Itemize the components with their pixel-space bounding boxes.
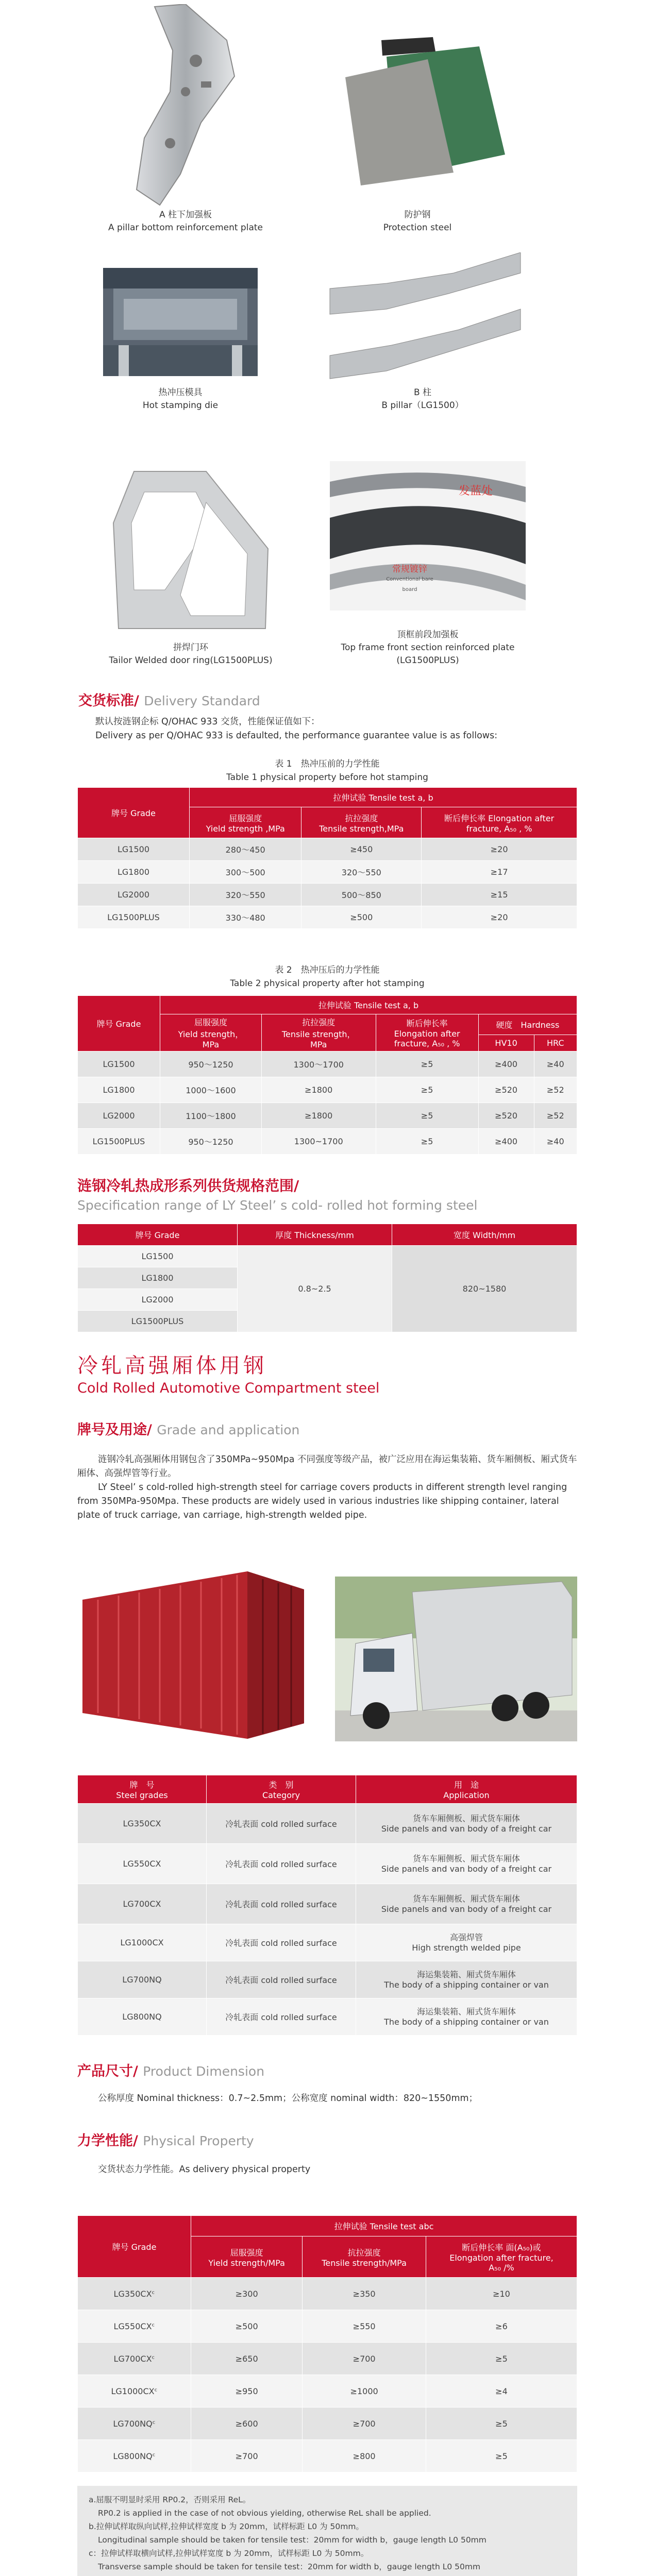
note-line: RP0.2 is applied in the case of not obvious yielding, otherwise ReL shall be applied.	[98, 2509, 431, 2518]
notes-box	[77, 2486, 577, 2576]
table3: 牌号 Grade 拉伸试验 Tensile test abc 屈服强度 Yield strength/MPa 抗拉强度 Tensile strength/MPa 断后伸长率 面(A₅₀)或 Elongation after fracture, A₅₀ /% LG350CXᶜ ≥300 ≥350 ≥10 LG550CXᶜ ≥500 ≥550 ≥6 LG700CXᶜ ≥650 ≥700 ≥5 LG1000CXᶜ ≥950 ≥1000 ≥4 LG700NQᶜ ≥600 ≥700 ≥5 LG800NQᶜ ≥700 ≥800 ≥5	[77, 2215, 577, 2472]
physical-text: 交货状态力学性能。As delivery physical property	[98, 2164, 311, 2175]
supply-table: 牌号 Grade 厚度 Thickness/mm 宽度 Width/mm LG1500 0.8~2.5 820~1580 LG1800 LG2000 LG1500PLUS	[77, 1224, 577, 1332]
grade-app-title: 牌号及用途/ Grade and application	[77, 1422, 300, 1438]
caption-hot-stamping-die: 热冲压模具 Hot stamping die	[142, 387, 219, 411]
b-pillar-image	[325, 252, 523, 381]
caption-a-pillar: A 柱下加强板 A pillar bottom reinforcement plate	[108, 210, 263, 233]
delivery-title: 交货标准/ Delivery Standard	[78, 693, 260, 709]
door-ring-image	[103, 461, 273, 631]
table1-title: 表 1 热冲压前的力学性能 Table 1 physical property before hot stamping	[226, 759, 428, 783]
svg-text:发蓝处: 发蓝处	[459, 485, 493, 498]
caption-door-ring: 拼焊门环 Tailor Welded door ring(LG1500PLUS)	[109, 642, 273, 666]
hot-stamping-die-image	[103, 268, 258, 376]
container-image	[77, 1569, 309, 1744]
note-line: c：拉伸试样取横向试样,拉伸试样宽度 b 为 20mm，试样标距 L0 为 50mm。	[89, 2549, 369, 2558]
table2: 牌号 Grade 拉伸试验 Tensile test a, b 屈服强度 Yield strength， MPa 抗拉强度 Tensile strength， MPa 断后伸长率 Elongation after fracture, A₅₀ , % 硬度 Hardness HV10 HRC LG1500 950～1250 1300～1700 ≥5 ≥400 ≥40 LG1800 1000～1600 ≥1800 ≥5 ≥520 ≥52 LG2000 1100～1800 ≥1800 ≥5 ≥520 ≥52 LG1500PLUS 950～1250 1300~1700 ≥5 ≥400 ≥40	[77, 995, 577, 1155]
table2-title: 表 2 热冲压后的力学性能 Table 2 physical property after hot stamping	[230, 965, 425, 989]
table1: 牌号 Grade 拉伸试验 Tensile test a, b 屈服强度 Yield strength ,MPa 抗拉强度 Tensile strength,MPa 断后伸长率 Elongation after fracture, A₅₀ , % LG1500 280～450 ≥450 ≥20 LG1800 300～500 320～550 ≥17 LG2000 320～550 500～850 ≥15 LG1500PLUS 330～480 ≥500 ≥20	[77, 787, 577, 929]
note-line: Longitudinal sample should be taken for tensile test：20mm for width b，gauge length L0 50mm	[98, 2535, 487, 2545]
dimension-title: 产品尺寸/ Product Dimension	[77, 2063, 265, 2079]
caption-b-pillar: B 柱 B pillar（LG1500）	[381, 387, 464, 411]
note-line: b.拉伸试样取纵向试样,拉伸试样宽度 b 为 20mm，试样标距 L0 为 50mm。	[89, 2522, 364, 2531]
supply-title: 涟钢冷轧热成形系列供货规格范围/ Specification range of LY Steel’ s cold- rolled hot forming steel	[77, 1177, 478, 1213]
physical-title: 力学性能/ Physical Property	[77, 2133, 254, 2149]
dimension-text: 公称厚度 Nominal thickness：0.7~2.5mm；公称宽度 nominal width：820~1550mm；	[98, 2093, 478, 2104]
caption-top-frame: 顶框前段加强板 Top frame front section reinforced plate (LG1500PLUS)	[341, 630, 515, 666]
note-line: Transverse sample should be taken for tensile test：20mm for width b，gauge length L0 50mm	[98, 2562, 481, 2571]
note-line: a.屈服不明显时采用 RP0.2，否则采用 ReL。	[89, 2495, 251, 2504]
delivery-text: 默认按涟钢企标 Q/OHAC 933 交货，性能保证值如下： Delivery as per Q/OHAC 933 is defaulted, the performance guarantee value is as follows:	[95, 717, 498, 741]
grade-table: 牌 号 Steel grades 类 别 Category 用 途 Application LG350CX 冷轧表面 cold rolled surface 货车车厢侧板、厢式货车厢体 Side panels and van body of a freight car LG550CX 冷轧表面 cold rolled surface 货车车厢侧板、厢式货车厢体 Side panels and van body of a freight car LG700CX 冷轧表面 cold rolled surface 货车车厢侧板、厢式货车厢体 Side panels and van body of a freight car LG1000CX 冷轧表面 cold rolled surface 高强焊管 High strength welded pipe LG700NQ 冷轧表面 cold rolled surface 海运集装箱、厢式货车厢体 The body of a shipping container or van LG800NQ 冷轧表面 cold rolled surface 海运集装箱、厢式货车厢体 The body of a shipping container or van	[77, 1775, 577, 2036]
stamp-label: 常规镀锌 Conventional bare board	[386, 564, 433, 592]
caption-protection-steel: 防护钢 Protection steel	[383, 210, 452, 233]
cold-title: 冷轧高强厢体用钢 Cold Rolled Automotive Compartment steel	[77, 1354, 380, 1396]
a-pillar-image	[124, 4, 245, 208]
truck-image	[335, 1577, 577, 1741]
grade-app-text: 涟钢冷轧高强厢体用钢包含了350MPa~950Mpa 不同强度等级产品，被广泛应用在海运集装箱、货车厢侧板、厢式货车厢体、高强焊管等行业。 LY Steel’ s cold-rolled high-strength steel for carriage covers products in different strength level ranging from 350MPa-950Mpa. These products are widely used in various industries like shipping container, lateral plate of truck carriage, van carriage, high-strength welded pipe.	[77, 1454, 577, 1520]
protection-steel-image	[325, 36, 510, 188]
top-frame-image	[330, 461, 526, 611]
